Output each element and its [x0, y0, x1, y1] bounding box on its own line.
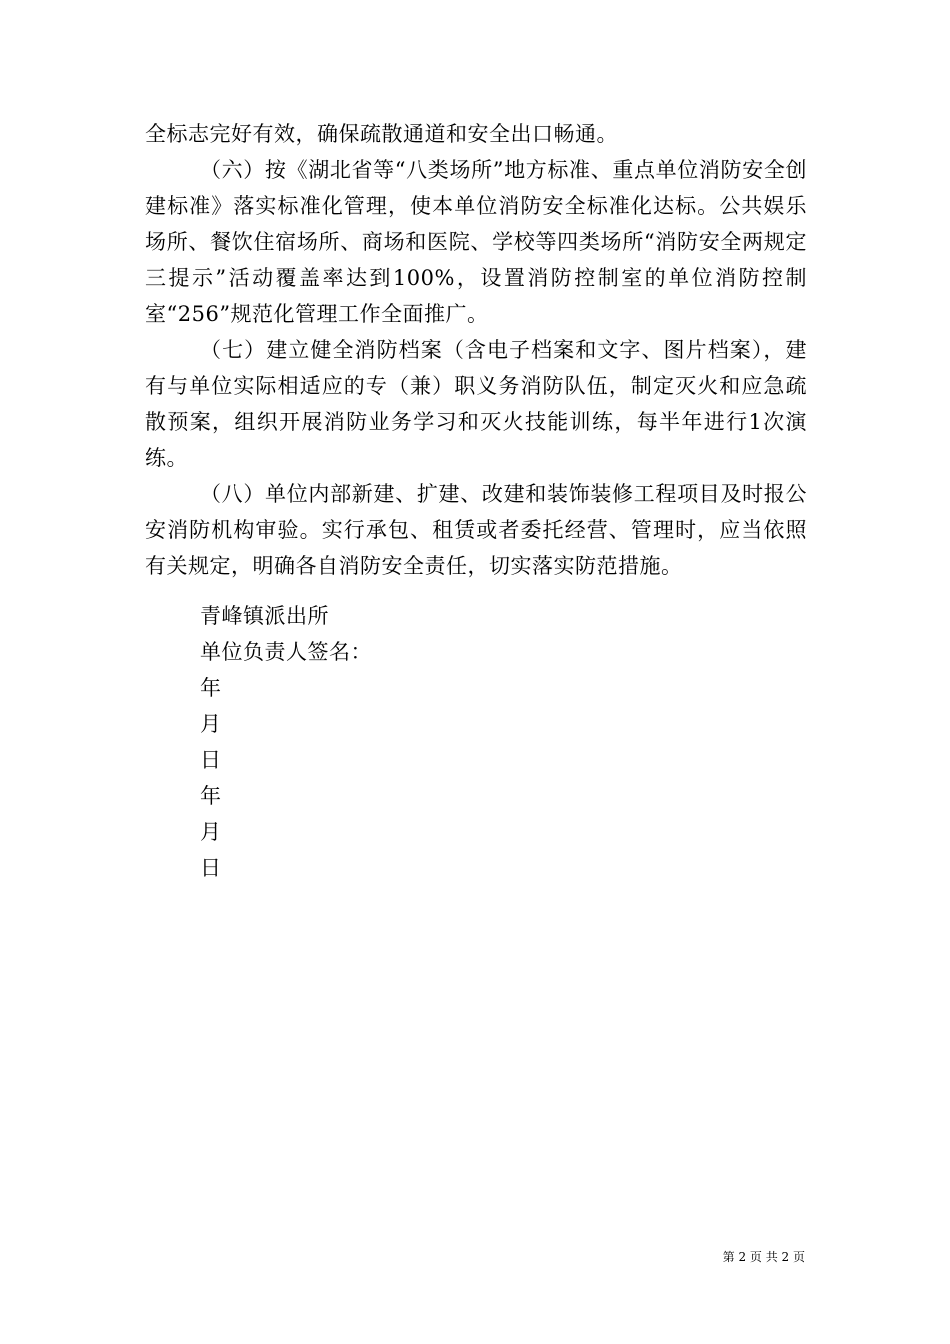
date-year: 年 — [200, 784, 222, 808]
signature-block — [200, 598, 372, 886]
paragraph-item-7: （七）建立健全消防档案（含电子档案和文字、图片档案），建有与单位实际相适应的专（兼）职义务消防队伍，制定灭火和应急疏散预案，组织开展消防业务学习和灭火技能训练，每半年进行1次演练。 — [145, 338, 807, 470]
page-number-footer: 第 2 页 共 2 页 — [722, 1250, 805, 1264]
paragraph-item-8: （八）单位内部新建、扩建、改建和装饰装修工程项目及时报公安消防机构审验。实行承包、租赁或者委托经营、管理时，应当依照有关规定，明确各自消防安全责任，切实落实防范措施。 — [145, 482, 807, 578]
date-day: 日 — [200, 856, 222, 880]
date-month: 月 — [200, 712, 222, 736]
responsible-signature-label: 单位负责人签名： — [200, 640, 372, 664]
organization-name: 青峰镇派出所 — [200, 604, 329, 628]
paragraph-item-6: （六）按《湖北省等“八类场所”地方标准、重点单位消防安全创建标准》落实标准化管理，使本单位消防安全标准化达标。公共娱乐场所、餐饮住宿场所、商场和医院、学校等四类场所“消防安全两规定三提示”活动覆盖率达到100%，设置消防控制室的单位消防控制室“256”规范化管理工作全面推广。 — [145, 158, 807, 326]
date-month: 月 — [200, 820, 222, 844]
paragraph-continuation: 全标志完好有效，确保疏散通道和安全出口畅通。 — [145, 122, 618, 146]
document-body — [145, 116, 807, 584]
date-year: 年 — [200, 676, 222, 700]
date-day: 日 — [200, 748, 222, 772]
